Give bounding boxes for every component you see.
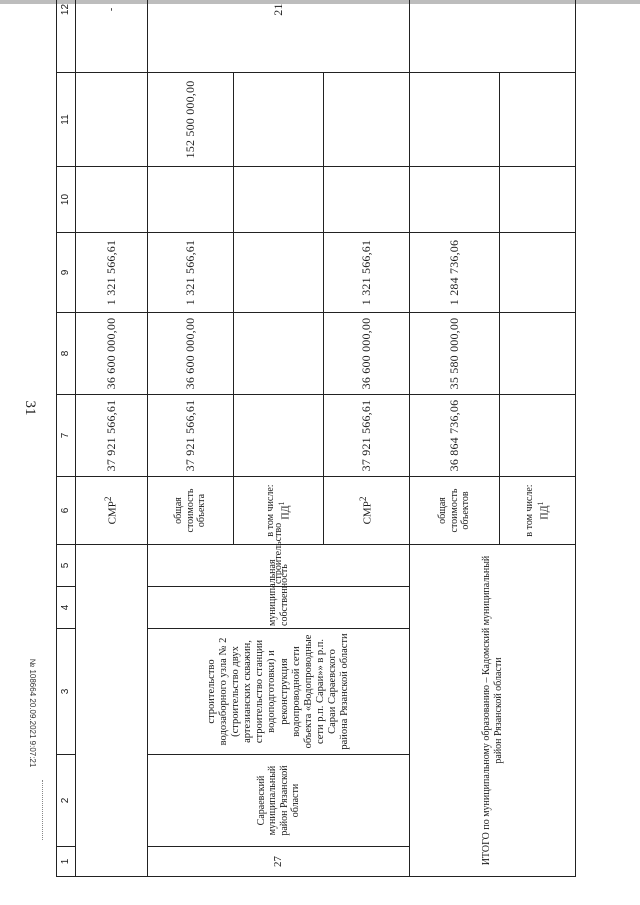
column-number: 2 [57, 755, 76, 847]
amount-cell: 35 580 000,00 [410, 313, 500, 395]
column-number: 8 [57, 313, 76, 395]
empty-cell [76, 73, 148, 167]
amount-cell: 36 600 000,00 [76, 313, 148, 395]
column-number: 6 [57, 477, 76, 545]
column-number: 4 [57, 587, 76, 629]
empty-cell [500, 313, 576, 395]
amount-cell: 37 921 566,61 [324, 395, 410, 477]
column-number: 9 [57, 233, 76, 313]
column-number: 7 [57, 395, 76, 477]
empty-cell [234, 73, 324, 167]
note-cell: - [76, 0, 148, 73]
empty-cell [234, 313, 324, 395]
empty-cell [234, 167, 324, 233]
empty-cell [410, 0, 576, 73]
empty-cell [76, 167, 148, 233]
table-row [410, 0, 500, 877]
column-number: 5 [57, 545, 76, 587]
smr-label: СМР$^2$ [76, 477, 148, 545]
empty-cell [500, 233, 576, 313]
registration-stamp-mark [42, 780, 53, 840]
investment-table [56, 0, 576, 877]
amount-cell: 37 921 566,61 [76, 395, 148, 477]
pd-label: в том числе: $ПД^1$ [500, 477, 576, 545]
column-number-row [57, 0, 76, 877]
column-number: 1 [57, 847, 76, 877]
amount-cell: 1 321 566,61 [76, 233, 148, 313]
amount-cell: 36 600 000,00 [324, 313, 410, 395]
amount-cell: 36 864 736,06 [410, 395, 500, 477]
empty-cell [324, 73, 410, 167]
term-cell: 21 [148, 0, 410, 73]
empty-cell [148, 167, 234, 233]
rotated-table-container [56, 3, 551, 877]
column-number: 10 [57, 167, 76, 233]
empty-cell [410, 73, 500, 167]
empty-cell [324, 167, 410, 233]
column-number: 11 [57, 73, 76, 167]
amount-cell: 36 600 000,00 [148, 313, 234, 395]
column-number: 12 [57, 0, 76, 73]
empty-cell [500, 395, 576, 477]
table-row [148, 0, 234, 877]
ownership-type: муниципальная собственность [148, 587, 410, 629]
work-type: строительство [148, 545, 410, 587]
smr-label: СМР$^2$ [324, 477, 410, 545]
table-row [76, 0, 148, 877]
amount-cell: 152 500 000,00 [148, 73, 234, 167]
empty-cell [500, 73, 576, 167]
pd-label: в том числе: $ПД^1$ [234, 477, 324, 545]
row-number: 27 [148, 847, 410, 877]
column-number: 3 [57, 629, 76, 755]
district-name: Сараевский муниципальный район Рязанской области [148, 755, 410, 847]
amount-cell: 37 921 566,61 [148, 395, 234, 477]
empty-cell [234, 233, 324, 313]
empty-cell [234, 395, 324, 477]
cost-label: общая стоимость объектов [410, 477, 500, 545]
registration-stamp: № 108664 20.09.2021 9:07:21 [28, 658, 37, 768]
amount-cell: 1 284 736,06 [410, 233, 500, 313]
cost-label: общая стоимость объекта [148, 477, 234, 545]
empty-cell [500, 167, 576, 233]
amount-cell: 1 321 566,61 [324, 233, 410, 313]
total-label: ИТОГО по муниципальному образованию – Кадомский муниципальный район Рязанской области [410, 545, 576, 877]
amount-cell: 1 321 566,61 [148, 233, 234, 313]
empty-cell [410, 167, 500, 233]
empty-cell [76, 545, 148, 877]
object-description: строительство водозаборного узла № 2 (строительство двух артезианских скважин, строительство станции водоподготовки) и реконструкция водопроводной сети объекта «Водопроводные сети р.п. Сараи»» в р.п. Сараи Сараевского района Рязанской области [148, 629, 410, 755]
page-number: 31 [22, 400, 38, 416]
